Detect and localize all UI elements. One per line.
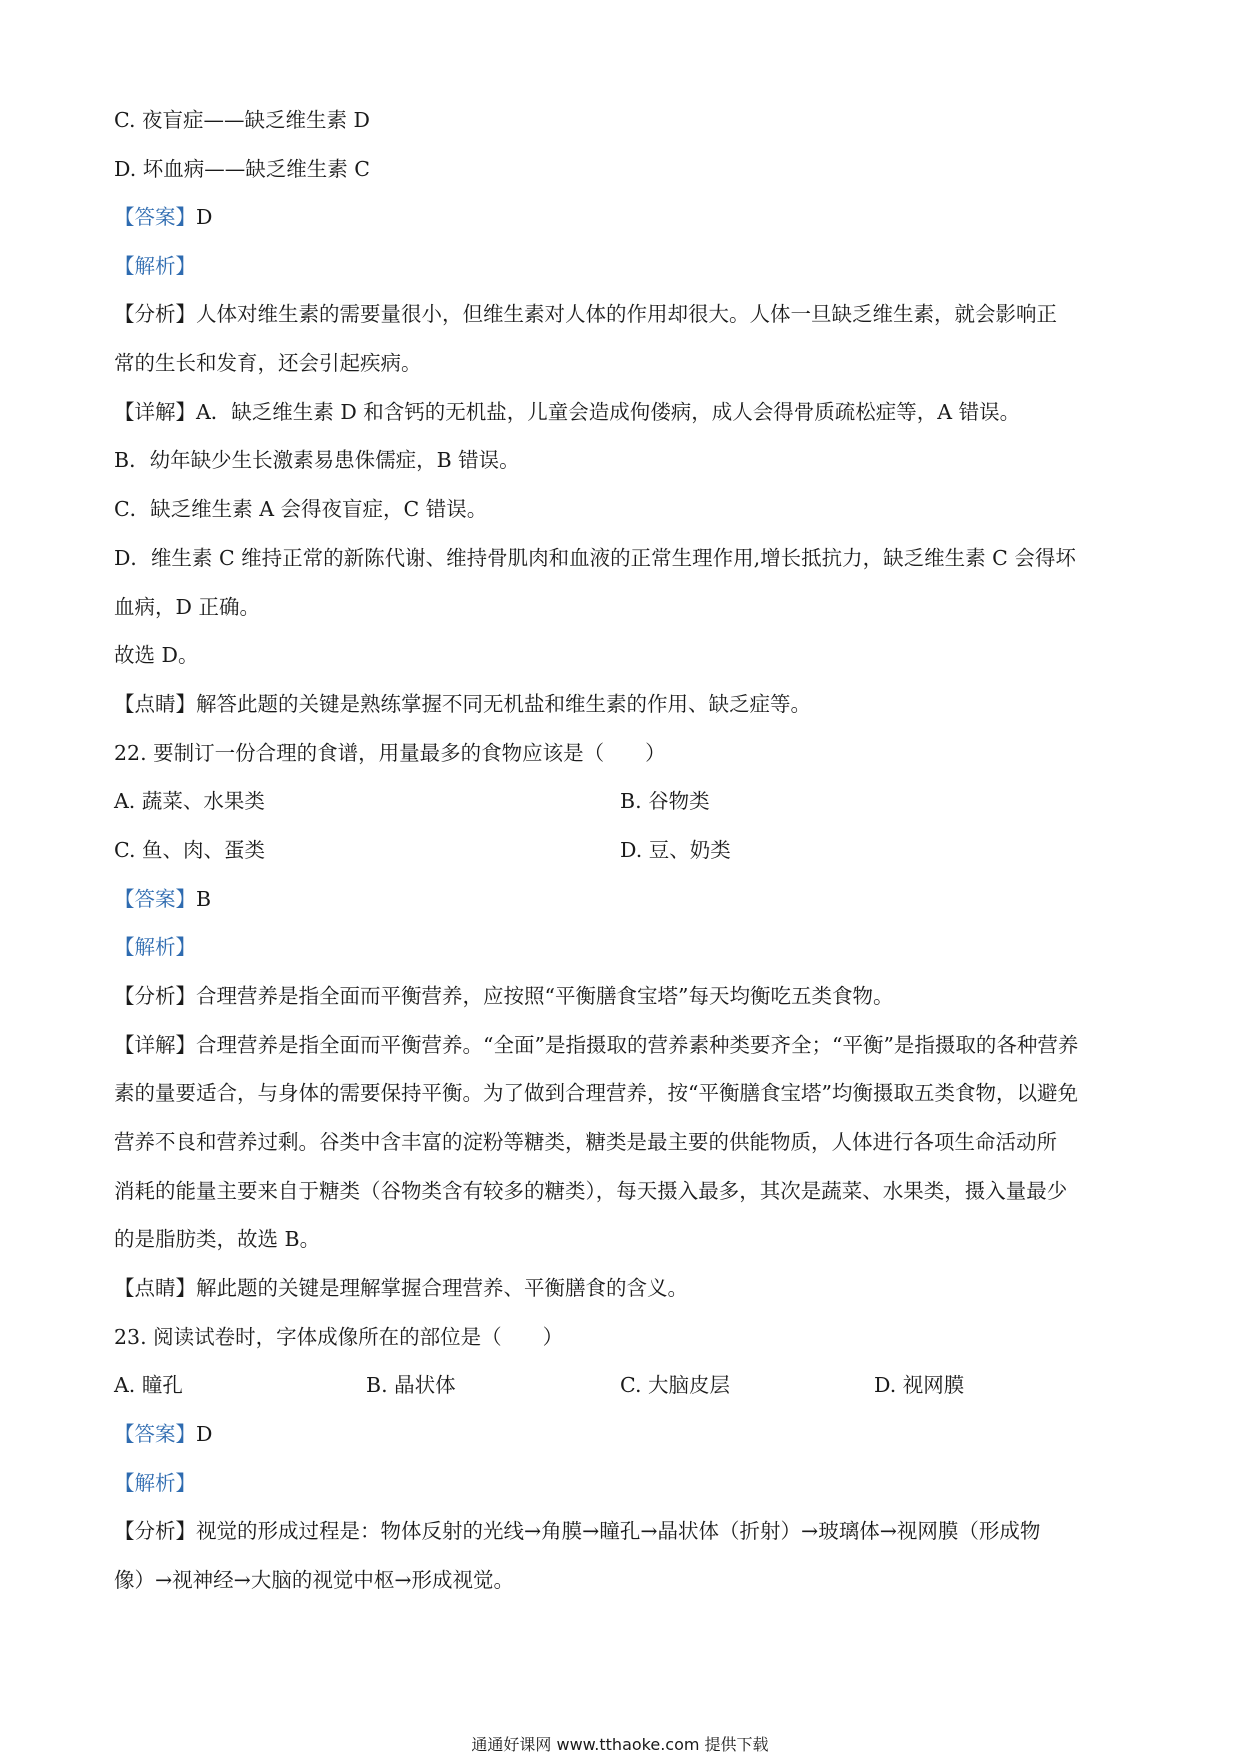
q23-analysis-line-2: 像）→视神经→大脑的视觉中枢→形成视觉。 — [114, 1568, 515, 1592]
prev-jiexi-label: 【解析】 — [114, 254, 196, 278]
q22-option-c: C. 鱼、肉、蛋类 — [114, 838, 265, 862]
q22-option-a: A. 蔬菜、水果类 — [114, 789, 265, 813]
q23-option-d: D. 视网膜 — [874, 1373, 965, 1397]
prev-conclusion: 故选 D。 — [114, 643, 199, 667]
q23-stem: 23. 阅读试卷时，字体成像所在的部位是（ ） — [114, 1325, 564, 1349]
q23-option-c: C. 大脑皮层 — [620, 1373, 730, 1397]
q22-jiexi-label: 【解析】 — [114, 935, 196, 959]
prev-detail-line-4: D．维生素 C 维持正常的新陈代谢、维持骨肌肉和血液的正常生理作用,增长抵抗力，缺乏维生素 C 会得坏 — [114, 546, 1076, 570]
q22-detail-line-2: 素的量要适合，与身体的需要保持平衡。为了做到合理营养，按“平衡膳食宝塔”均衡摄取五类食物，以避免 — [114, 1081, 1078, 1105]
answer-label: 【答案】 — [114, 1422, 196, 1446]
prev-answer — [114, 205, 212, 229]
prev-detail-line-3: C．缺乏维生素 A 会得夜盲症，C 错误。 — [114, 497, 488, 521]
q23-answer — [114, 1422, 212, 1446]
q23-option-b: B. 晶状体 — [366, 1373, 456, 1397]
q22-option-b: B. 谷物类 — [620, 789, 710, 813]
answer-value: D — [196, 1422, 213, 1446]
q22-detail-line-4: 消耗的能量主要来自于糖类（谷物类含有较多的糖类），每天摄入最多，其次是蔬菜、水果类，摄入量最少 — [114, 1179, 1068, 1203]
q22-stem: 22. 要制订一份合理的食谱，用量最多的食物应该是（ ） — [114, 741, 666, 765]
prev-detail-line-5: 血病，D 正确。 — [114, 595, 260, 619]
q22-detail-line-3: 营养不良和营养过剩。谷类中含丰富的淀粉等糖类，糖类是最主要的供能物质，人体进行各项生命活动所 — [114, 1130, 1057, 1154]
page-footer: 通通好课网 www.tthaoke.com 提供下载 — [471, 1735, 769, 1754]
prev-option-c: C. 夜盲症——缺乏维生素 D — [114, 108, 370, 132]
q22-detail-line-1: 【详解】合理营养是指全面而平衡营养。“全面”是指摄取的营养素种类要齐全；“平衡”是指摄取的各种营养 — [114, 1033, 1079, 1057]
q22-answer — [114, 887, 211, 911]
prev-analysis-line-2: 常的生长和发育，还会引起疾病。 — [114, 351, 422, 375]
answer-label: 【答案】 — [114, 887, 196, 911]
answer-value: B — [196, 887, 212, 911]
q23-analysis-line-1: 【分析】视觉的形成过程是：物体反射的光线→角膜→瞳孔→晶状体（折射）→玻璃体→视网膜（形成物 — [114, 1519, 1041, 1543]
answer-label: 【答案】 — [114, 205, 196, 229]
q22-detail-line-5: 的是脂肪类，故选 B。 — [114, 1227, 321, 1251]
answer-value: D — [196, 205, 213, 229]
q22-option-d: D. 豆、奶类 — [620, 838, 731, 862]
prev-option-d: D. 坏血病——缺乏维生素 C — [114, 157, 370, 181]
q23-option-a: A. 瞳孔 — [114, 1373, 183, 1397]
prev-detail-line-1: 【详解】A．缺乏维生素 D 和含钙的无机盐，儿童会造成佝偻病，成人会得骨质疏松症等，A 错误。 — [114, 400, 1021, 424]
q23-jiexi-label: 【解析】 — [114, 1471, 196, 1495]
prev-analysis-line-1: 【分析】人体对维生素的需要量很小，但维生素对人体的作用却很大。人体一旦缺乏维生素，就会影响正 — [114, 302, 1057, 326]
prev-dianjing: 【点睛】解答此题的关键是熟练掌握不同无机盐和维生素的作用、缺乏症等。 — [114, 692, 811, 716]
q22-analysis: 【分析】合理营养是指全面而平衡营养，应按照“平衡膳食宝塔”每天均衡吃五类食物。 — [114, 984, 894, 1008]
q22-dianjing: 【点睛】解此题的关键是理解掌握合理营养、平衡膳食的含义。 — [114, 1276, 688, 1300]
prev-detail-line-2: B．幼年缺少生长激素易患侏儒症，B 错误。 — [114, 448, 520, 472]
